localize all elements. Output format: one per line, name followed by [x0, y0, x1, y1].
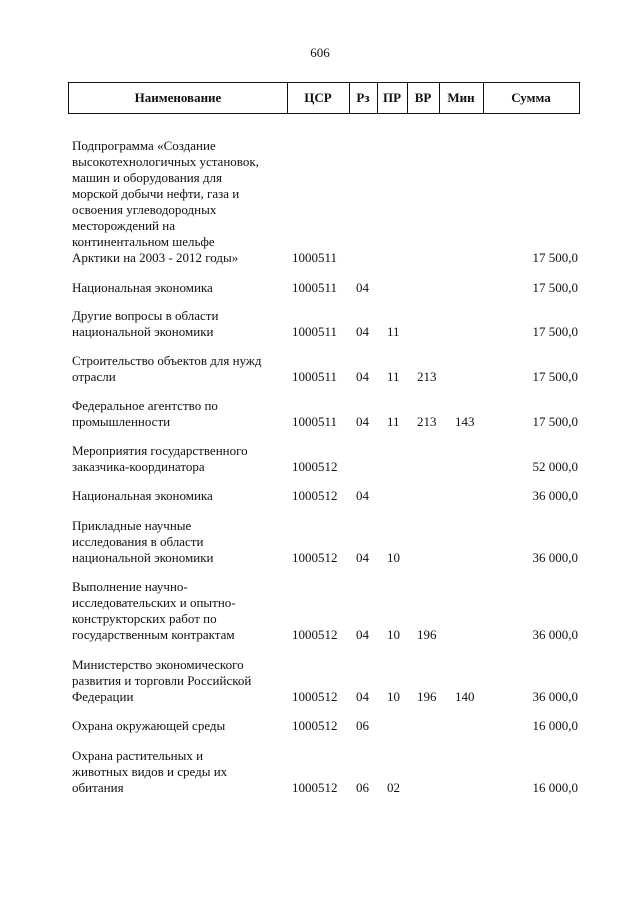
- row-rz: 04: [356, 550, 369, 565]
- row-csr: 1000512: [292, 627, 338, 642]
- row-pr: 10: [387, 550, 400, 565]
- row-rz: 06: [356, 780, 369, 795]
- row-vr: 213: [417, 414, 437, 429]
- row-pr: 10: [387, 689, 400, 704]
- row-sum: 36 000,0: [532, 627, 578, 642]
- row-rz: 04: [356, 627, 369, 642]
- header-pr: ПР: [382, 90, 402, 105]
- row-name: Национальная экономика: [72, 488, 213, 503]
- row-name: Охрана окружающей среды: [72, 718, 226, 733]
- row-pr: 11: [387, 324, 400, 339]
- row-vr: 196: [417, 689, 437, 704]
- row-rz: 04: [356, 689, 369, 704]
- row-csr: 1000512: [292, 550, 338, 565]
- header-sum: Сумма: [511, 90, 551, 105]
- row-sum: 17 500,0: [532, 414, 578, 429]
- row-sum: 36 000,0: [532, 689, 578, 704]
- row-name: Подпрограмма «Создание высокотехнологичных установок, машин и оборудования для морской добычи нефти, газа и освоения углеводородных месторождений на континентальном шельфе Арктики на 2003 - 2012 годы»: [72, 138, 259, 265]
- row-pr: 11: [387, 414, 400, 429]
- row-min: 143: [455, 414, 475, 429]
- header-min: Мин: [447, 90, 475, 105]
- row-pr: 02: [387, 780, 400, 795]
- row-name: Федеральное агентство по промышленности: [72, 398, 218, 429]
- row-sum: 36 000,0: [532, 550, 578, 565]
- row-pr: 11: [387, 369, 400, 384]
- row-name: Выполнение научно- исследовательских и опытно- конструкторских работ по государственным контрактам: [72, 579, 236, 642]
- row-sum: 17 500,0: [532, 280, 578, 295]
- row-csr: 1000512: [292, 689, 338, 704]
- row-name: Другие вопросы в области национальной экономики: [72, 308, 219, 339]
- row-name: Охрана растительных и животных видов и среды их обитания: [72, 748, 228, 795]
- row-csr: 1000511: [292, 324, 338, 339]
- row-rz: 04: [356, 280, 369, 295]
- row-name: Прикладные научные исследования в области национальной экономики: [72, 518, 214, 565]
- row-rz: 04: [356, 324, 369, 339]
- row-sum: 52 000,0: [532, 459, 578, 474]
- row-name: Строительство объектов для нужд отрасли: [72, 353, 262, 384]
- row-csr: 1000511: [292, 414, 338, 429]
- row-csr: 1000512: [292, 780, 338, 795]
- row-sum: 16 000,0: [532, 780, 578, 795]
- header-name: Наименование: [134, 90, 222, 105]
- row-rz: 04: [356, 414, 369, 429]
- row-rz: 06: [356, 718, 369, 733]
- row-name: Национальная экономика: [72, 280, 213, 295]
- row-rz: 04: [356, 369, 369, 384]
- header-rz: Рз: [356, 90, 370, 105]
- row-sum: 17 500,0: [532, 250, 578, 265]
- row-sum: 16 000,0: [532, 718, 578, 733]
- row-vr: 213: [417, 369, 437, 384]
- row-min: 140: [455, 689, 475, 704]
- row-sum: 17 500,0: [532, 369, 578, 384]
- header-vr: ВР: [414, 90, 432, 105]
- page-number: 606: [310, 45, 330, 60]
- row-csr: 1000511: [292, 369, 338, 384]
- header-csr: ЦСР: [304, 90, 332, 105]
- row-name: Мероприятия государственного заказчика-координатора: [72, 443, 248, 474]
- row-sum: 17 500,0: [532, 324, 578, 339]
- row-rz: 04: [356, 488, 369, 503]
- row-csr: 1000511: [292, 280, 338, 295]
- row-csr: 1000511: [292, 250, 338, 265]
- row-pr: 10: [387, 627, 400, 642]
- row-name: Министерство экономического развития и торговли Российской Федерации: [72, 657, 252, 704]
- row-csr: 1000512: [292, 488, 338, 503]
- row-csr: 1000512: [292, 718, 338, 733]
- row-csr: 1000512: [292, 459, 338, 474]
- row-sum: 36 000,0: [532, 488, 578, 503]
- row-vr: 196: [417, 627, 437, 642]
